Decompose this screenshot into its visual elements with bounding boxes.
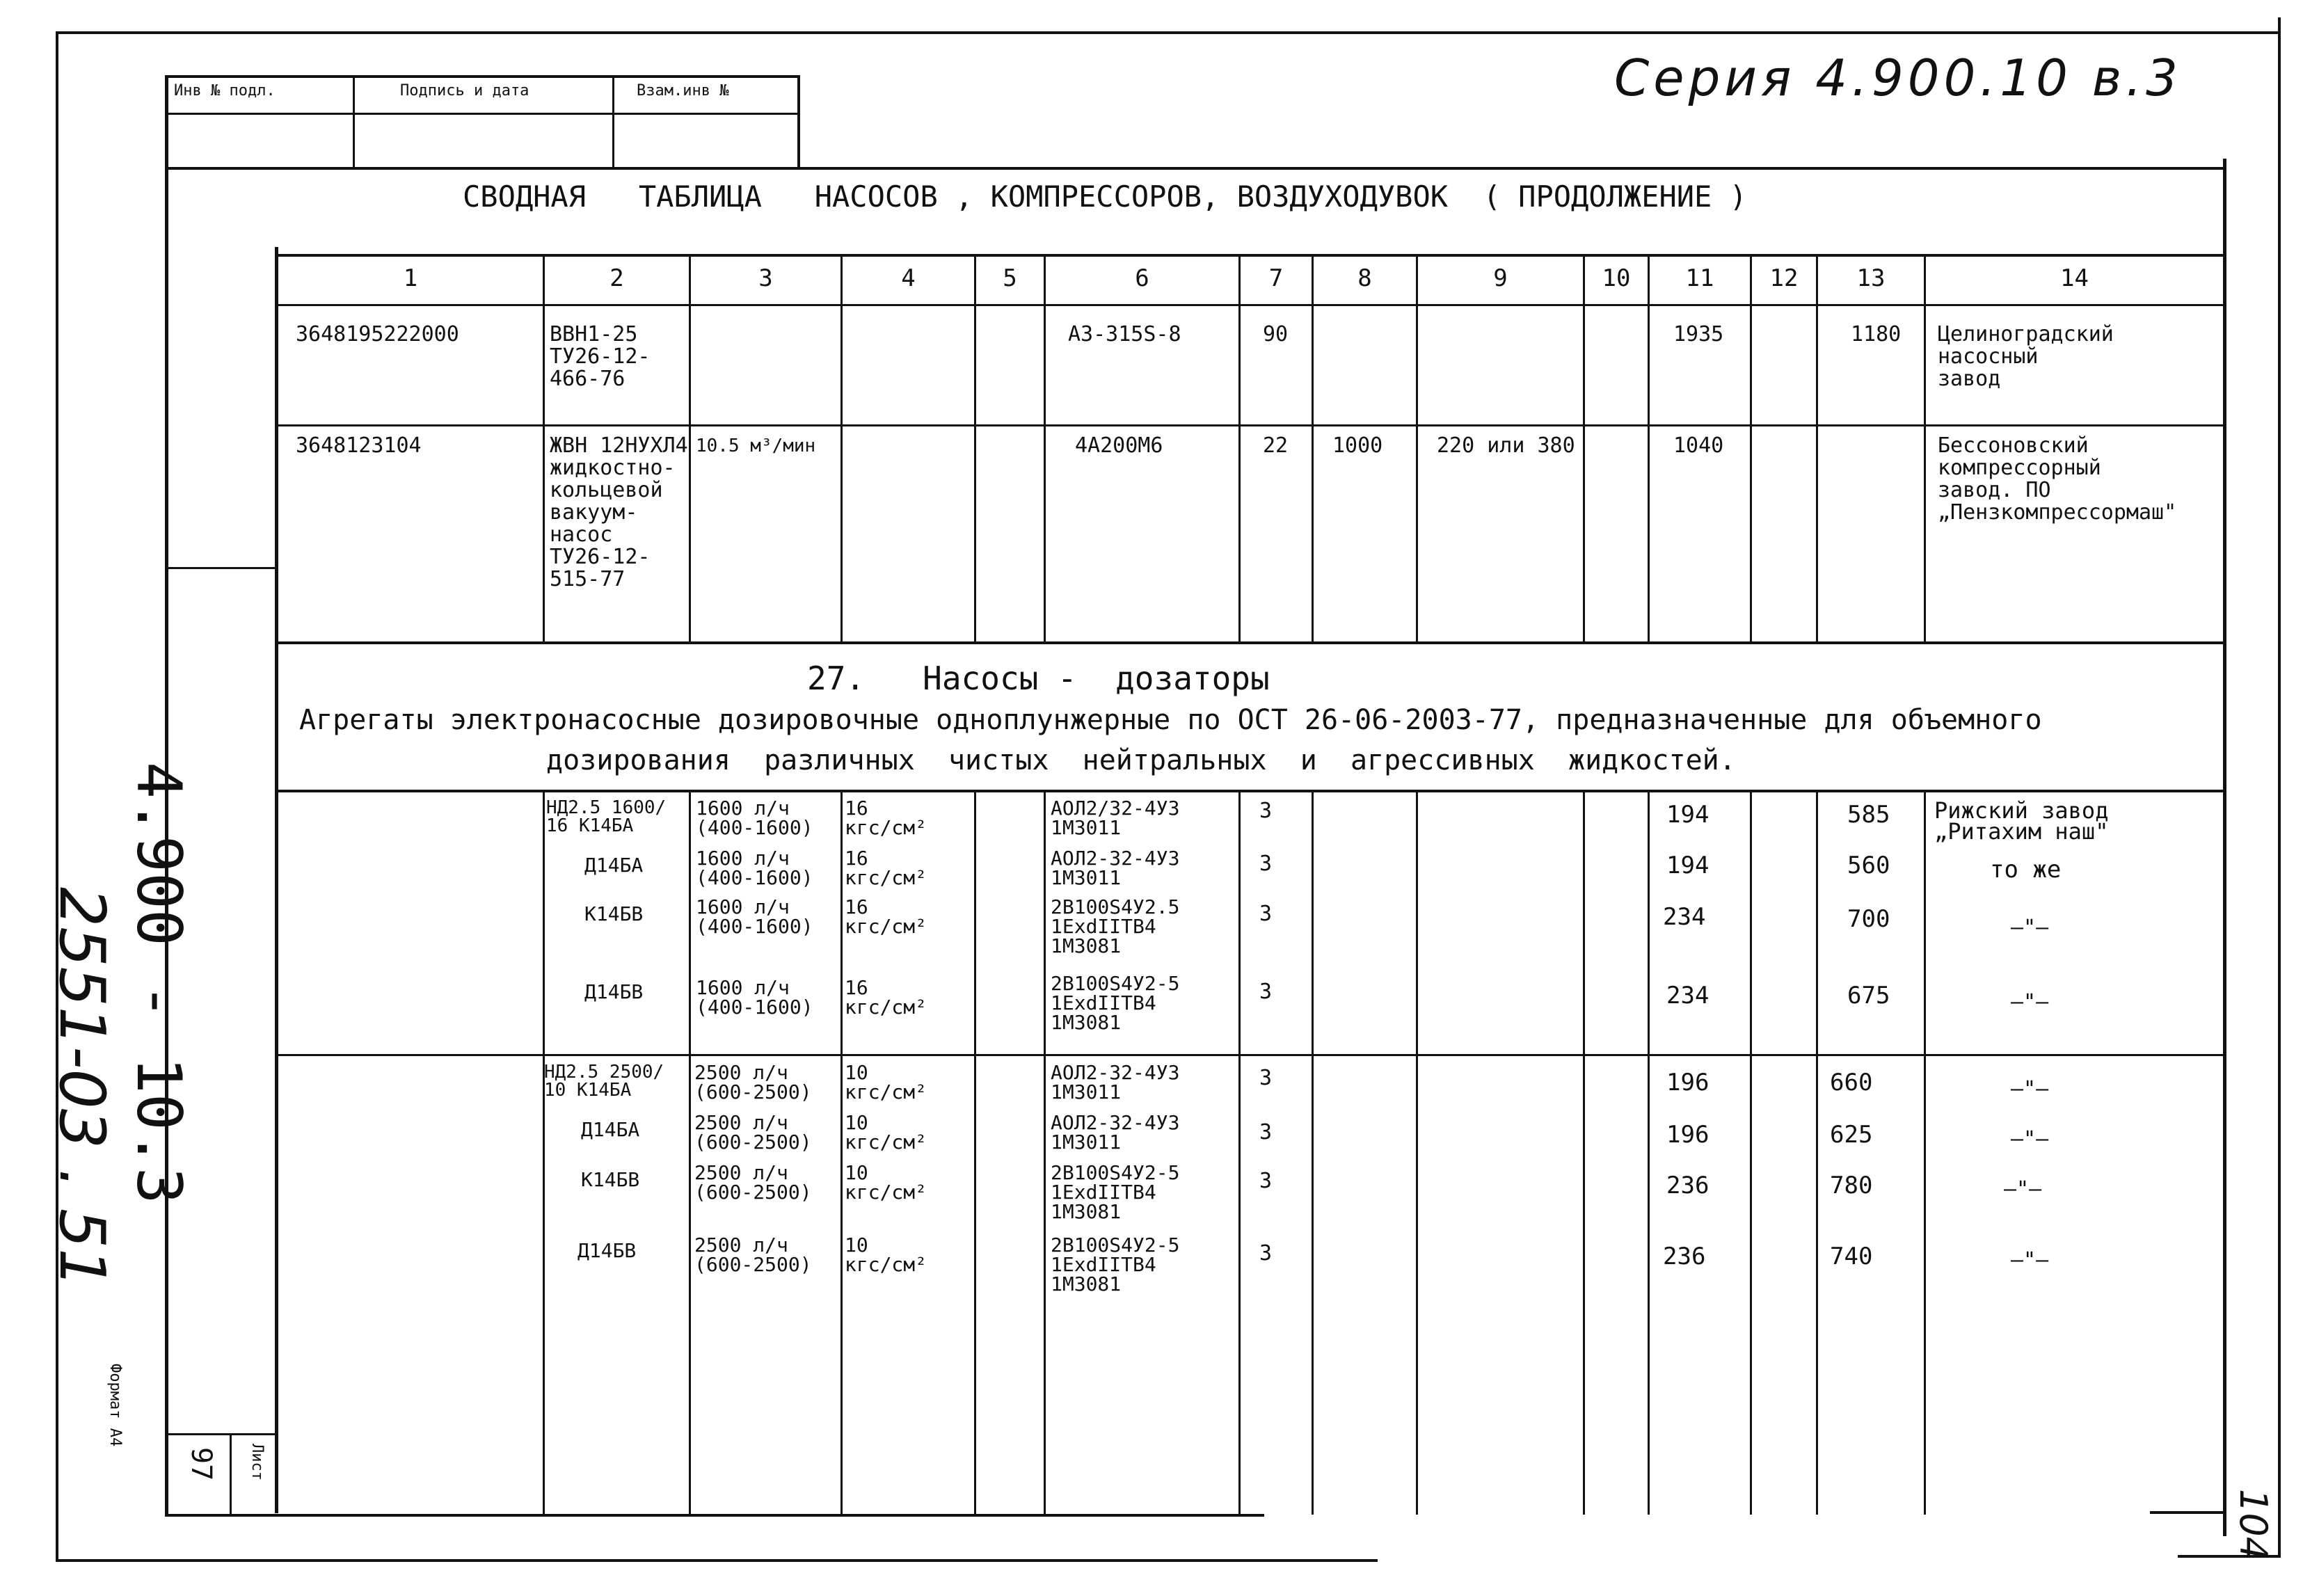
row1-price: 1180 bbox=[1851, 322, 1902, 346]
g2r3-model: К14БВ bbox=[581, 1168, 640, 1191]
table-title: СВОДНАЯ ТАБЛИЦА НАСОСОВ , КОМПРЕССОРОВ, ВОЗДУХОДУВОК ( ПРОДОЛЖЕНИЕ ) bbox=[463, 179, 1747, 214]
row2-code: 3648123104 bbox=[296, 433, 422, 458]
g1r1-flow: 1600 л/ч (400-1600) bbox=[696, 797, 813, 839]
row2-voltage: 220 или 380 bbox=[1437, 433, 1575, 458]
col-header-2: 2 bbox=[609, 264, 624, 292]
g2r4-model: Д14БВ bbox=[577, 1239, 637, 1262]
g1r4-mass: 234 bbox=[1666, 982, 1710, 1010]
g1r3-flow: 1600 л/ч (400-1600) bbox=[696, 895, 813, 938]
g1r1-mass: 194 bbox=[1666, 801, 1710, 829]
g1r3-power: 3 bbox=[1259, 902, 1273, 926]
g2r3-flow: 2500 л/ч (600-2500) bbox=[694, 1161, 812, 1204]
col-header-3: 3 bbox=[758, 264, 773, 292]
format-label: Формат А4 bbox=[106, 1364, 124, 1447]
side-archive-number: 2551-03 . 51 bbox=[45, 887, 118, 1288]
g1r1-power: 3 bbox=[1259, 799, 1273, 823]
g1r4-pressure: 16 кгс/см² bbox=[845, 976, 927, 1019]
g1r4-flow: 1600 л/ч (400-1600) bbox=[696, 976, 813, 1019]
row2-rpm: 1000 bbox=[1332, 433, 1383, 458]
sheet-label: Лист bbox=[248, 1444, 266, 1481]
g2r4-price: 740 bbox=[1830, 1243, 1873, 1270]
g2r2-maker: —"— bbox=[2011, 1127, 2049, 1151]
series-header: Серия 4.900.10 в.3 bbox=[1614, 49, 2182, 107]
row2-capacity: 10.5 м³/мин bbox=[696, 436, 816, 456]
g2r1-pressure: 10 кгс/см² bbox=[845, 1061, 927, 1103]
stamp-label-inv: Инв № подл. bbox=[174, 82, 276, 99]
section-description-line1: Агрегаты электронасосные дозировочные одноплунжерные по ОСТ 26-06-2003-77, предназначенные для объемного bbox=[299, 704, 2042, 736]
col-header-1: 1 bbox=[403, 264, 418, 292]
g1r4-power: 3 bbox=[1259, 980, 1273, 1004]
g1r3-pressure: 16 кгс/см² bbox=[845, 895, 927, 938]
g1r2-flow: 1600 л/ч (400-1600) bbox=[696, 847, 813, 889]
row2-motor: 4А200М6 bbox=[1075, 433, 1163, 458]
g1r4-maker: —"— bbox=[2011, 990, 2049, 1014]
g1r1-price: 585 bbox=[1847, 801, 1890, 829]
g2r4-power: 3 bbox=[1259, 1241, 1273, 1266]
g2r1-price: 660 bbox=[1830, 1069, 1873, 1096]
row2-model: ЖВН 12НУХЛ4 жидкостно- кольцевой вакуум- насос ТУ26-12- 515-77 bbox=[550, 433, 688, 591]
g1r3-mass: 234 bbox=[1663, 903, 1706, 931]
g1r2-motor: АОЛ2-32-4УЗ 1М3011 bbox=[1051, 847, 1180, 889]
row1-mass: 1935 bbox=[1673, 322, 1724, 346]
row1-motor: АЗ-315S-8 bbox=[1068, 322, 1181, 346]
g2r3-mass: 236 bbox=[1666, 1172, 1710, 1199]
page-number: 104 bbox=[2231, 1489, 2275, 1561]
col-header-7: 7 bbox=[1268, 264, 1284, 292]
g1r2-pressure: 16 кгс/см² bbox=[845, 847, 927, 889]
row1-power: 90 bbox=[1263, 322, 1289, 346]
row2-mass: 1040 bbox=[1673, 433, 1724, 458]
col-header-4: 4 bbox=[901, 264, 916, 292]
section-description-line2: дозирования различных чистых нейтральных и агрессивных жидкостей. bbox=[546, 744, 1736, 776]
g2r2-motor: АОЛ2-32-4УЗ 1М3011 bbox=[1051, 1111, 1180, 1154]
g2r1-mass: 196 bbox=[1666, 1069, 1710, 1096]
col-header-8: 8 bbox=[1357, 264, 1372, 292]
row2-maker: Бессоновский компрессорный завод. ПО „Пензкомпрессормаш" bbox=[1938, 433, 2177, 525]
g2r3-price: 780 bbox=[1830, 1172, 1873, 1199]
g2r4-flow: 2500 л/ч (600-2500) bbox=[694, 1234, 812, 1276]
g2r1-model: НД2.5 2500/ 10 К14БА bbox=[544, 1062, 664, 1101]
g2r2-price: 625 bbox=[1830, 1121, 1873, 1149]
g2r1-motor: АОЛ2-32-4УЗ 1М3011 bbox=[1051, 1061, 1180, 1103]
sheet-number: 97 bbox=[185, 1447, 217, 1481]
g2r1-maker: —"— bbox=[2011, 1077, 2049, 1101]
g2r1-power: 3 bbox=[1259, 1066, 1273, 1090]
g2r4-motor: 2В100S4У2-5 1ЕхdIIТВ4 1М3081 bbox=[1051, 1234, 1180, 1295]
row1-code: 3648195222000 bbox=[296, 322, 459, 346]
g2r2-mass: 196 bbox=[1666, 1121, 1710, 1149]
g2r3-motor: 2В100S4У2-5 1ЕхdIIТВ4 1М3081 bbox=[1051, 1161, 1180, 1223]
row1-model: ВВН1-25 ТУ26-12- 466-76 bbox=[550, 322, 651, 391]
g2r1-flow: 2500 л/ч (600-2500) bbox=[694, 1061, 812, 1103]
g1r3-price: 700 bbox=[1847, 905, 1890, 933]
g1r2-maker: то же bbox=[1990, 856, 2062, 884]
g1r4-model: Д14БВ bbox=[584, 980, 644, 1003]
g1r4-price: 675 bbox=[1847, 982, 1890, 1010]
stamp-label-sign: Подпись и дата bbox=[400, 82, 529, 99]
g2r2-flow: 2500 л/ч (600-2500) bbox=[694, 1111, 812, 1154]
g2r3-maker: —"— bbox=[2004, 1177, 2042, 1202]
row1-maker: Целиноградский насосный завод bbox=[1938, 322, 2114, 391]
g1r1-maker: Рижский завод „Ритахим наш" bbox=[1934, 797, 2109, 845]
row2-power: 22 bbox=[1263, 433, 1289, 458]
g1r3-model: К14БВ bbox=[584, 902, 644, 925]
g1r3-motor: 2В100S4У2.5 1ЕхdIIТВ4 1М3081 bbox=[1051, 895, 1180, 957]
section-title: 27. Насосы - дозаторы bbox=[807, 660, 1270, 697]
g2r4-pressure: 10 кгс/см² bbox=[845, 1234, 927, 1276]
g1r2-model: Д14БА bbox=[584, 854, 644, 877]
g1r2-price: 560 bbox=[1847, 852, 1890, 879]
col-header-13: 13 bbox=[1856, 264, 1886, 292]
stamp-label-replace: Взам.инв № bbox=[637, 82, 729, 99]
col-header-11: 11 bbox=[1685, 264, 1714, 292]
g1r2-power: 3 bbox=[1259, 852, 1273, 876]
col-header-14: 14 bbox=[2060, 264, 2089, 292]
col-header-6: 6 bbox=[1135, 264, 1149, 292]
g1r4-motor: 2В100S4У2-5 1ЕхdIIТВ4 1М3081 bbox=[1051, 972, 1180, 1034]
g1r1-model: НД2.5 1600/ 16 К14БА bbox=[546, 797, 667, 836]
g2r3-pressure: 10 кгс/см² bbox=[845, 1161, 927, 1204]
g2r4-maker: —"— bbox=[2011, 1248, 2049, 1272]
g1r1-motor: АОЛ2/32-4УЗ 1М3011 bbox=[1051, 797, 1180, 839]
g2r3-power: 3 bbox=[1259, 1169, 1273, 1193]
side-doc-code: 4.900 - 10.3 bbox=[123, 762, 195, 1204]
g2r2-model: Д14БА bbox=[581, 1118, 640, 1141]
g1r2-mass: 194 bbox=[1666, 852, 1710, 879]
g2r2-pressure: 10 кгс/см² bbox=[845, 1111, 927, 1154]
g1r3-maker: —"— bbox=[2011, 916, 2049, 940]
g2r2-power: 3 bbox=[1259, 1120, 1273, 1144]
g1r1-pressure: 16 кгс/см² bbox=[845, 797, 927, 839]
col-header-5: 5 bbox=[1003, 264, 1017, 292]
col-header-12: 12 bbox=[1769, 264, 1799, 292]
g2r4-mass: 236 bbox=[1663, 1243, 1706, 1270]
col-header-10: 10 bbox=[1602, 264, 1631, 292]
col-header-9: 9 bbox=[1493, 264, 1508, 292]
